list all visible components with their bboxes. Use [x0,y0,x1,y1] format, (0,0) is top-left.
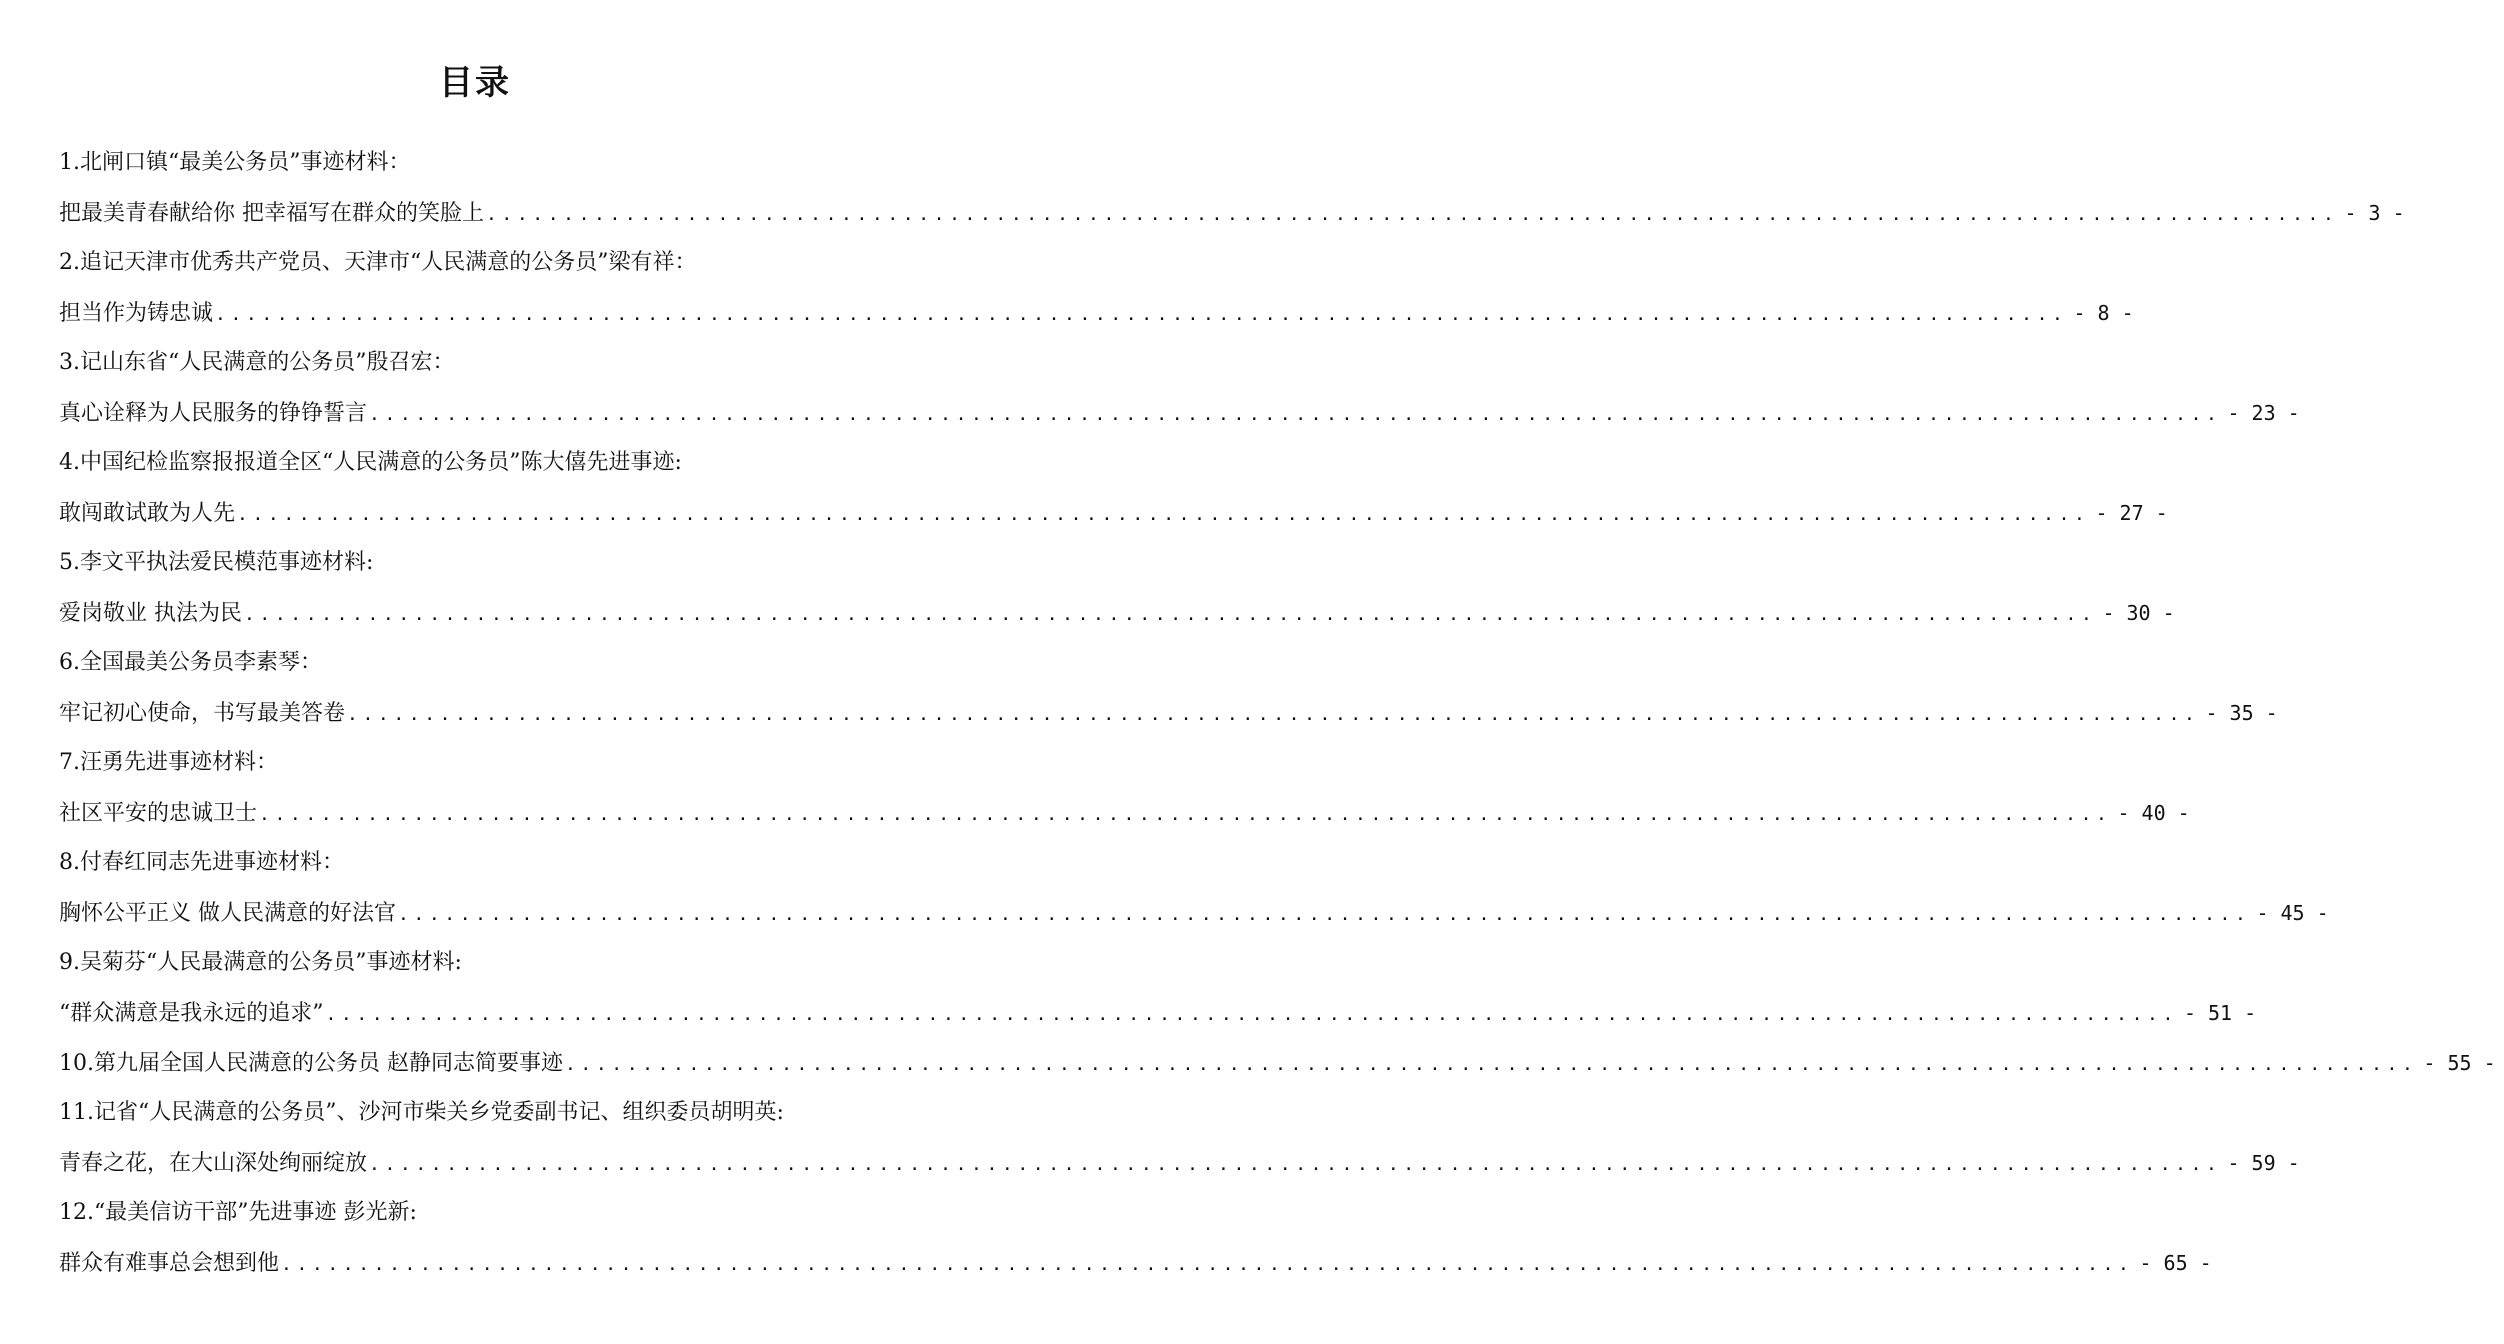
toc-entry-heading: 6.全国最美公务员李素琴： [59,650,322,675]
page-title: 目录 [439,63,511,103]
toc-page-number: - 3 - [2344,201,2405,225]
toc-entry-heading: 4.中国纪检监察报报道全区“人民满意的公务员”陈大僖先进事迹: [59,450,682,475]
dot-leader: ........................................................................................................................ [486,204,2339,225]
dot-leader: ........................................................................................................................ [281,1254,2134,1275]
dot-leader: ........................................................................................................................ [215,304,2068,325]
toc-entry-line[interactable] [59,288,2134,338]
toc-entry-subtitle: 牢记初心使命，书写最美答卷 [59,701,346,726]
toc-entry-subtitle: 10.第九届全国人民满意的公务员 赵静同志简要事迹 [59,1051,563,1076]
toc-entry-heading: 3.记山东省“人民满意的公务员”殷召宏： [59,350,455,375]
dot-leader: ........................................................................................................................ [244,604,2097,625]
toc-entry-subtitle: 社区平安的忠诚卫士 [59,801,258,826]
toc-page-number: - 45 - [2256,901,2329,925]
toc-page-number: - 23 - [2227,401,2300,425]
toc-entry-heading: 12.“最美信访干部”先进事迹 彭光新: [59,1200,417,1225]
toc-entry-line[interactable] [59,588,2175,638]
dot-leader: ........................................................................................................................ [398,904,2251,925]
toc-entry-subtitle: 敢闯敢试敢为人先 [59,501,236,526]
toc-page-number: - 8 - [2073,301,2134,325]
toc-entry-line[interactable] [59,388,2300,438]
toc-page-number: - 65 - [2139,1251,2212,1275]
dot-leader: ........................................................................................................................ [369,1154,2222,1175]
toc-entry-subtitle: 群众有难事总会想到他 [59,1251,280,1276]
toc-entry-line[interactable] [59,988,2257,1038]
toc-page-number: - 27 - [2095,501,2168,525]
toc-entry-heading: 2.追记天津市优秀共产党员、天津市“人民满意的公务员”梁有祥： [59,250,697,275]
toc-entry-heading: 1.北闸口镇“最美公务员”事迹材料： [59,150,411,175]
dot-leader: ........................................................................................................................ [237,504,2090,525]
toc-entry-subtitle: 担当作为铸忠诚 [59,301,214,326]
toc-entry-heading: 9.吴菊芬“人民最满意的公务员”事迹材料: [59,950,462,975]
toc-entry-line[interactable] [59,1038,2496,1088]
toc-page-number: - 51 - [2183,1001,2257,1025]
toc-entry-subtitle: 青春之花，在大山深处绚丽绽放 [59,1151,368,1176]
toc-entry-subtitle: 胸怀公平正义 做人民满意的好法官 [59,901,396,926]
toc-page-number: - 55 - [2423,1051,2496,1075]
toc-entry-line[interactable] [59,688,2278,738]
toc-entry-line[interactable] [59,888,2329,938]
toc-entry-line[interactable] [59,488,2168,538]
toc-entry-heading: 5.李文平执法爱民模范事迹材料: [59,550,374,575]
toc-entry-heading: 8.付春红同志先进事迹材料： [59,850,344,875]
toc-entry-subtitle: 爱岗敬业 执法为民 [59,601,242,626]
toc-page-number: - 30 - [2102,601,2175,625]
toc-entry-line[interactable] [59,188,2405,238]
dot-leader: ........................................................................................................................ [259,804,2112,825]
toc-entry-subtitle: “群众满意是我永远的追求” [59,1001,324,1026]
toc-entry-line[interactable] [59,788,2190,838]
toc-entry-heading: 7.汪勇先进事迹材料： [59,750,278,775]
toc-page-number: - 35 - [2205,701,2278,725]
toc-page-number: - 59 - [2227,1151,2300,1175]
dot-leader: ........................................................................................................................ [347,704,2200,725]
toc-entry-line[interactable] [59,1138,2300,1188]
toc-entry-subtitle: 把最美青春献给你 把幸福写在群众的笑脸上 [59,201,484,226]
toc-entry-line[interactable] [59,1238,2212,1288]
dot-leader: ........................................................................................................................ [564,1054,2418,1075]
toc-entry-subtitle: 真心诠释为人民服务的铮铮誓言 [59,401,368,426]
toc-page-number: - 40 - [2117,801,2190,825]
dot-leader: ........................................................................................................................ [325,1004,2178,1025]
table-of-contents [59,138,2496,1288]
dot-leader: ........................................................................................................................ [369,404,2222,425]
toc-entry-heading: 11.记省“人民满意的公务员”、沙河市柴关乡党委副书记、组织委员胡明英: [59,1100,784,1125]
